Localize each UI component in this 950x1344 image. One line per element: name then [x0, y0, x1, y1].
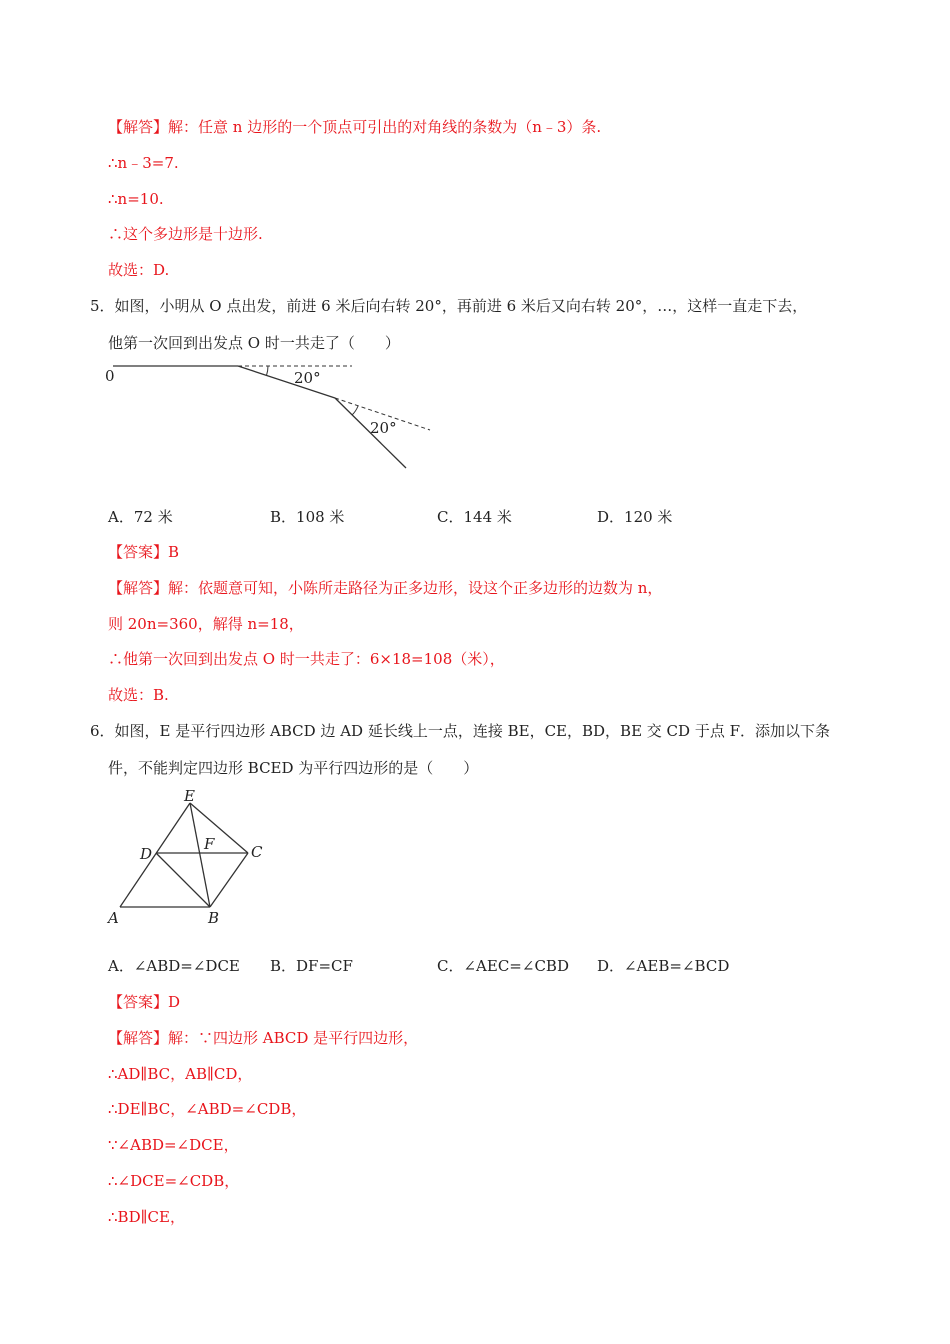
q5-path-figure	[100, 358, 440, 473]
q6-solution-line-3: ∴DE∥BC，∠ABD=∠CDB，	[108, 1100, 307, 1118]
q4-solution-line-4: ∴这个多边形是十边形.	[108, 225, 263, 243]
q4-solution-line-1: 【解答】解：任意 n 边形的一个顶点可引出的对角线的条数为（n﹣3）条.	[108, 118, 602, 136]
q4-solution-line-5: 故选：D.	[108, 261, 170, 279]
q5-option-a: A．72 米	[108, 508, 173, 526]
q6-solution-line-5: ∴∠DCE=∠CDB，	[108, 1172, 240, 1190]
q6-label-f: F	[204, 835, 215, 853]
q6-solution-line-2: ∴AD∥BC，AB∥CD，	[108, 1065, 253, 1083]
q5-option-d: D．120 米	[597, 508, 673, 526]
q5-stem-line-1: 5．如图，小明从 O 点出发，前进 6 米后向右转 20°，再前进 6 米后又向右转 20°，…，这样一直走下去，	[90, 297, 808, 315]
q6-label-a: A	[108, 909, 119, 927]
q6-stem-line-2: 件，不能判定四边形 BCED 为平行四边形的是（ ）	[108, 759, 479, 777]
q5-figure-origin-label: 0	[105, 367, 115, 385]
q6-option-b: B．DF=CF	[270, 957, 353, 975]
q6-label-e: E	[184, 787, 195, 805]
q5-figure-angle-1: 20°	[294, 369, 321, 387]
q6-solution-line-6: ∴BD∥CE，	[108, 1208, 185, 1226]
q5-option-b: B．108 米	[270, 508, 345, 526]
q6-stem-line-1: 6．如图，E 是平行四边形 ABCD 边 AD 延长线上一点，连接 BE，CE，BD，BE 交 CD 于点 F．添加以下条	[90, 722, 831, 740]
q6-parallelogram-figure	[100, 786, 275, 931]
q4-solution-line-3: ∴n=10.	[108, 190, 164, 208]
q6-option-c: C．∠AEC=∠CBD	[437, 957, 569, 975]
q6-solution-line-1: 【解答】解：∵四边形 ABCD 是平行四边形，	[108, 1029, 419, 1047]
q6-label-c: C	[251, 843, 263, 861]
q6-label-d: D	[140, 845, 153, 863]
q5-figure-angle-2: 20°	[370, 419, 397, 437]
q6-solution-line-4: ∵∠ABD=∠DCE，	[108, 1136, 239, 1154]
q5-solution-line-3: ∴他第一次回到出发点 O 时一共走了：6×18=108（米），	[108, 650, 505, 668]
q5-option-c: C．144 米	[437, 508, 512, 526]
q5-solution-line-1: 【解答】解：依题意可知，小陈所走路径为正多边形，设这个正多边形的边数为 n，	[108, 579, 663, 597]
q5-stem-line-2: 他第一次回到出发点 O 时一共走了（ ）	[108, 334, 400, 352]
q5-solution-line-4: 故选：B.	[108, 686, 169, 704]
q6-label-b: B	[208, 909, 220, 927]
q6-answer: 【答案】D	[108, 993, 181, 1011]
q6-option-d: D．∠AEB=∠BCD	[597, 957, 730, 975]
q5-solution-line-2: 则 20n=360，解得 n=18，	[108, 615, 304, 633]
q4-solution-line-2: ∴n﹣3=7.	[108, 154, 179, 172]
q6-option-a: A．∠ABD=∠DCE	[108, 957, 240, 975]
q5-answer: 【答案】B	[108, 543, 180, 561]
